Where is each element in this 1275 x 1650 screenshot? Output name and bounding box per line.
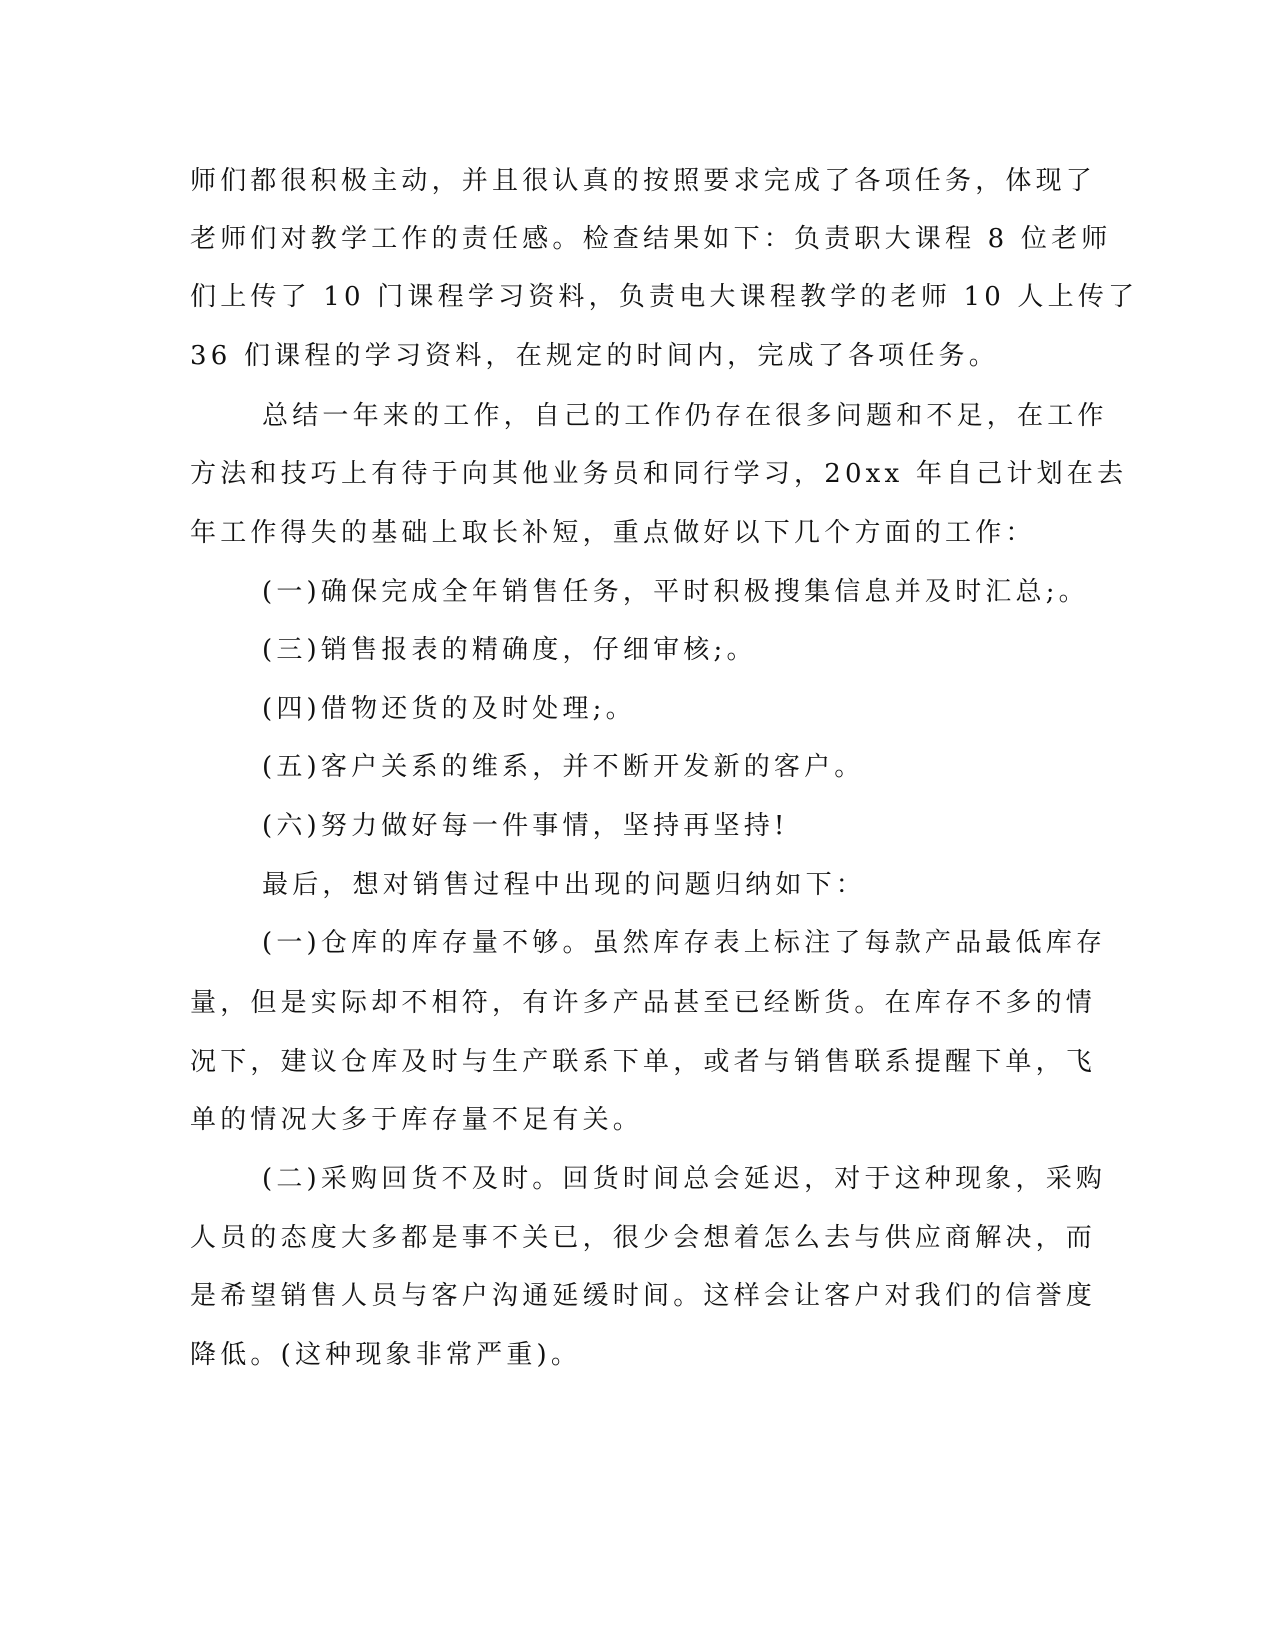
text-line: 人员的态度大多都是事不关已，很少会想着怎么去与供应商解决，而	[190, 1223, 1097, 1253]
text-line: 们上传了 10 门课程学习资料，负责电大课程教学的老师 10 人上传了	[190, 282, 1139, 312]
list-item: (四)借物还货的及时处理;。	[262, 694, 636, 724]
text-line: 年工作得失的基础上取长补短，重点做好以下几个方面的工作：	[190, 518, 1036, 548]
text-line: 36 们课程的学习资料，在规定的时间内，完成了各项任务。	[190, 341, 999, 371]
list-item: (三)销售报表的精确度，仔细审核;。	[262, 635, 757, 665]
text-line: 单的情况大多于库存量不足有关。	[190, 1105, 644, 1135]
paragraph-first-line: 最后，想对销售过程中出现的问题归纳如下：	[262, 870, 867, 900]
list-item: (一)确保完成全年销售任务，平时积极搜集信息并及时汇总;。	[262, 577, 1089, 607]
list-item: (五)客户关系的维系，并不断开发新的客户。	[262, 752, 865, 782]
list-item: (一)仓库的库存量不够。虽然库存表上标注了每款产品最低库存	[262, 928, 1107, 958]
text-line: 降低。(这种现象非常严重)。	[190, 1340, 582, 1370]
list-item: (二)采购回货不及时。回货时间总会延迟，对于这种现象，采购	[262, 1164, 1107, 1194]
text-line: 老师们对教学工作的责任感。检查结果如下：负责职大课程 8 位老师	[190, 224, 1112, 254]
text-line: 方法和技巧上有待于向其他业务员和同行学习，20xx 年自己计划在去	[190, 459, 1128, 489]
paragraph-first-line: 总结一年来的工作，自己的工作仍存在很多问题和不足，在工作	[262, 401, 1108, 431]
text-line: 量，但是实际却不相符，有许多产品甚至已经断货。在库存不多的情	[190, 988, 1097, 1018]
text-line: 况下，建议仓库及时与生产联系下单，或者与销售联系提醒下单，飞	[190, 1047, 1097, 1077]
text-line: 是希望销售人员与客户沟通延缓时间。这样会让客户对我们的信誉度	[190, 1281, 1097, 1311]
list-item: (六)努力做好每一件事情，坚持再坚持!	[262, 811, 789, 841]
text-line: 师们都很积极主动，并且很认真的按照要求完成了各项任务，体现了	[190, 166, 1097, 196]
